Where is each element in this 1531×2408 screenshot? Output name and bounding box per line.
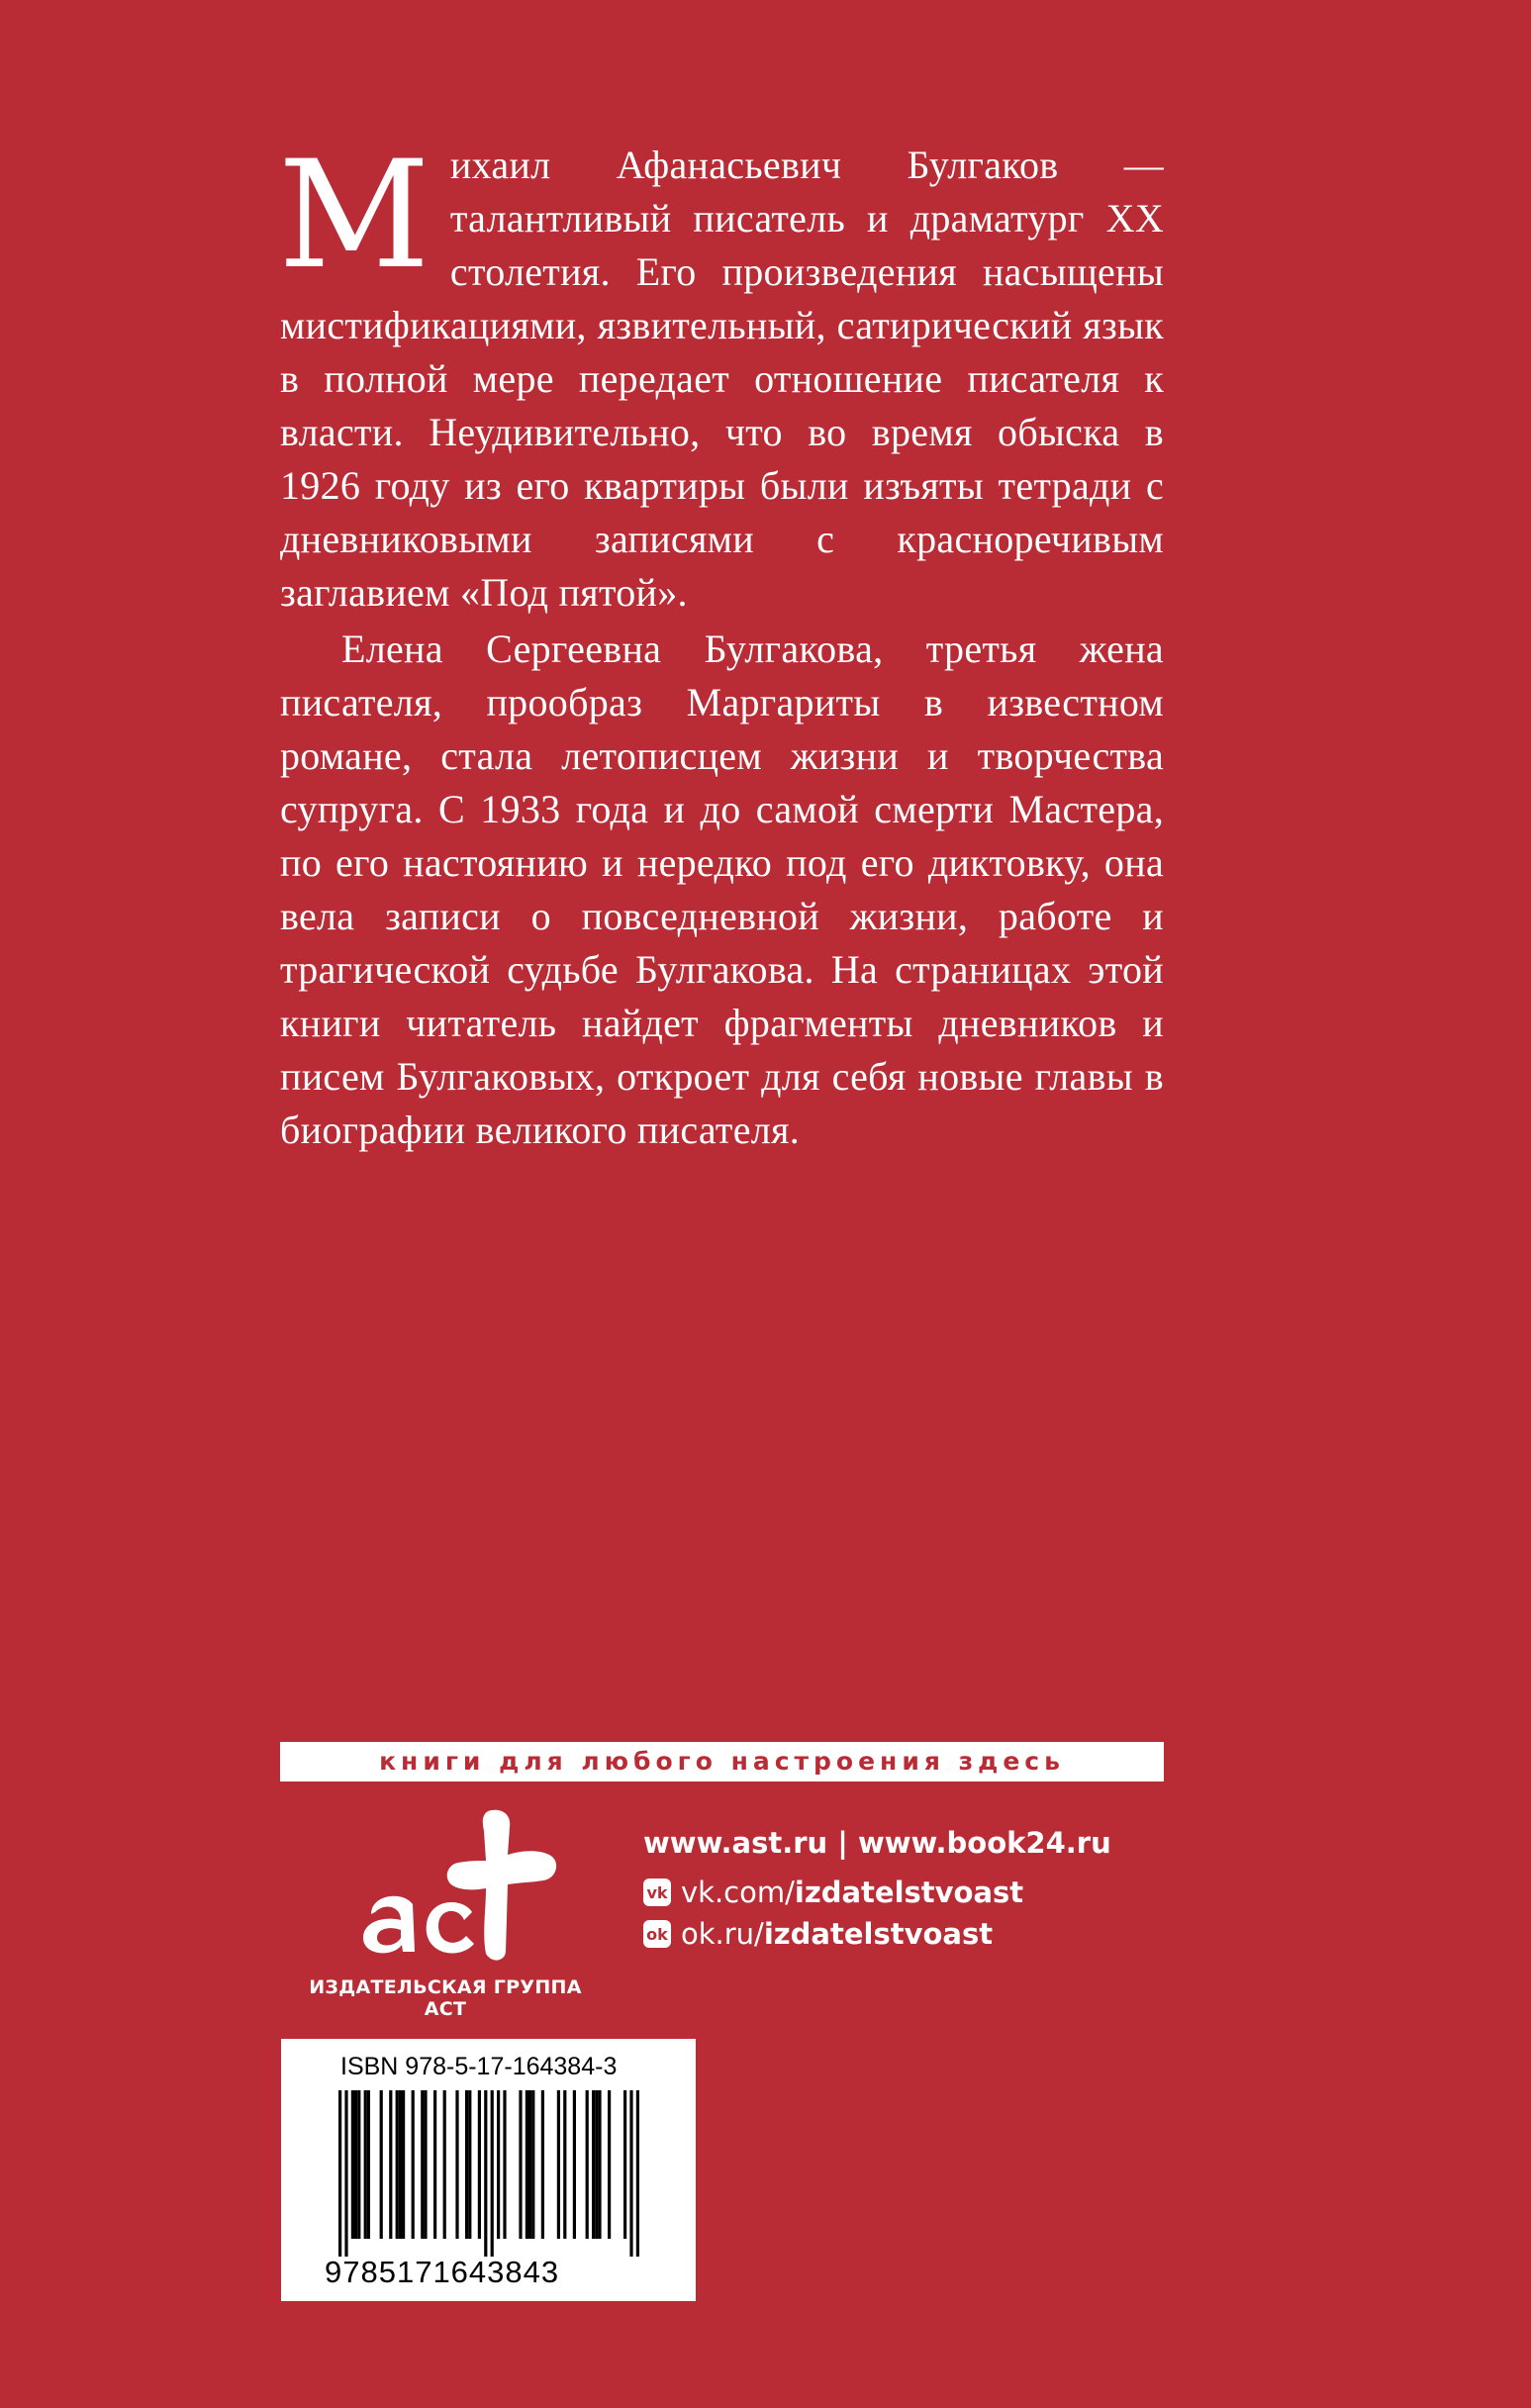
ok-prefix: ok.ru/ (681, 1917, 764, 1951)
publisher-logo (297, 1803, 614, 2020)
ast-logo-icon (341, 1803, 579, 1972)
publisher-caption: ИЗДАТЕЛЬСКАЯ ГРУППА АСТ (309, 1976, 582, 2020)
annotation-paragraph-1 (278, 130, 1164, 620)
paragraph-1-text: ихаил Афанасьевич Булгаков — талантливый писатель и драматург XX столетия. Его произведения насыщены мистификациями, язвительный, сатирический язык в полной мере передает отношение писателя к власти. Неудивительно, что во время обыска в 1926 году из его квартиры были изъяты тетради с дневниковыми записями с красноречивым заглавием «Под пятой». (280, 143, 1164, 615)
vk-link[interactable] (643, 1872, 1111, 1913)
slogan-banner: книги для любого настроения здесь (280, 1742, 1164, 1782)
annotation-text (278, 130, 1164, 1157)
barcode-icon (329, 2090, 655, 2259)
isbn-label: ISBN 978-5-17-164384-3 (340, 2053, 618, 2080)
vk-icon: vk (643, 1878, 671, 1906)
publisher-links (643, 1826, 1111, 1955)
odnoklassniki-icon: ok (643, 1920, 671, 1948)
ok-link[interactable] (643, 1913, 1111, 1955)
drop-cap: М (278, 130, 431, 302)
publisher-websites[interactable]: www.ast.ru | www.book24.ru (643, 1826, 1111, 1860)
barcode-box (281, 2039, 696, 2301)
vk-prefix: vk.com/ (681, 1876, 795, 1909)
vk-handle: izdatelstvoast (794, 1876, 1024, 1909)
ean-digits: 9785171643843 (325, 2255, 560, 2289)
annotation-paragraph-2: Елена Сергеевна Булгакова, третья жена писателя, прообраз Маргариты в известном романе, стала летописцем жизни и творчества супруга. С 1933 года и до самой смерти Мастера, по его настоянию и нередко под его диктовку, она вела записи о повседневной жизни, работе и трагической судьбе Булгакова. На страницах этой книги читатель найдет фрагменты дневников и писем Булгаковых, откроет для себя новые главы в биографии великого писателя. (280, 626, 1164, 1152)
ok-handle: izdatelstvoast (763, 1917, 994, 1951)
